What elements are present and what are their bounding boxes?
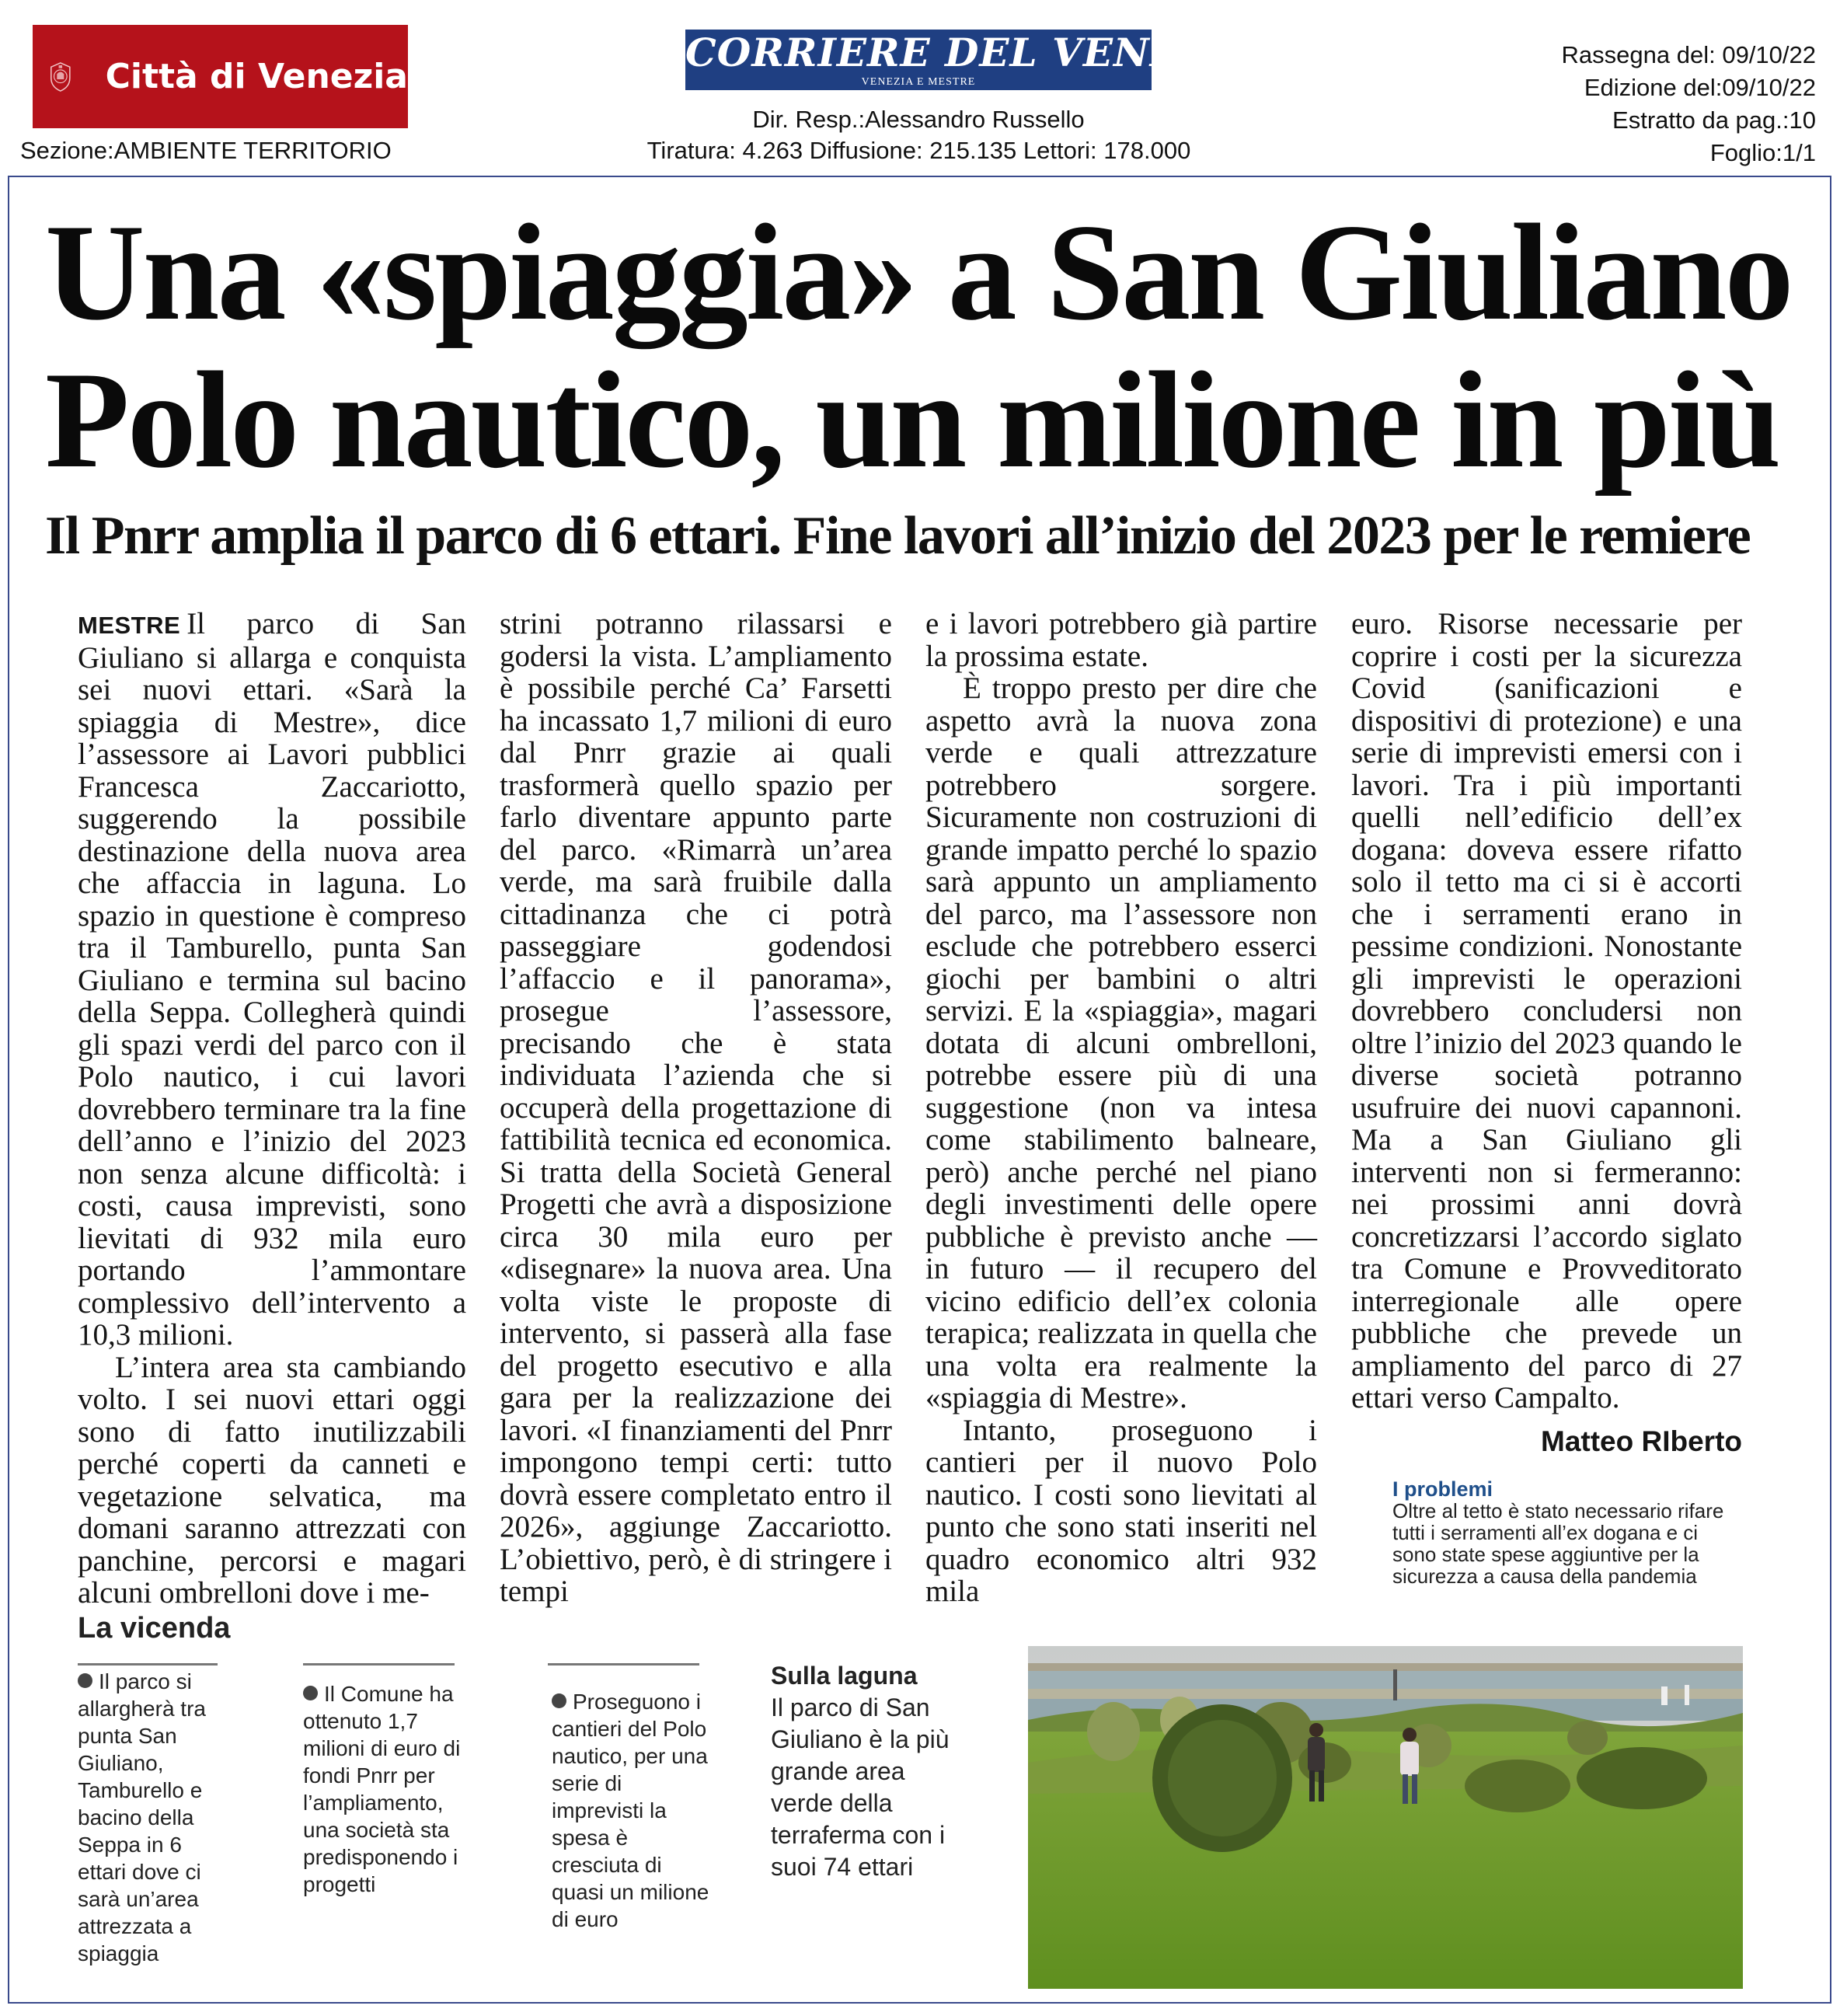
- circulation-line: Tiratura: 4.263 Diffusione: 215.135 Lettori: 178.000: [646, 137, 1191, 164]
- city-logo-text: Città di Venezia: [105, 57, 408, 96]
- vicenda-title: La vicenda: [78, 1612, 231, 1645]
- vicenda-item-text: Proseguono i cantieri del Polo nautico, per una serie di imprevisti la spesa è cresciuta di quasi un milione di euro: [552, 1690, 709, 1931]
- bullet-icon: [303, 1686, 318, 1700]
- director-line: Dir. Resp.:Alessandro Russello: [752, 106, 1085, 133]
- dateline: MESTRE: [78, 612, 181, 639]
- paragraph: euro. Risorse necessarie per coprire i costi per la sicurezza Covid (sanificazioni e dispositivi di protezione) e una serie di imprevisti emersi con i lavori. Tra i più importanti quelli nell’edificio dell’ex dogana: doveva essere rifatto solo il tetto ma ci si è accorti che i serramenti erano in pessime condizioni. Nonostante gli imprevisti le operazioni dovrebbero concludersi non oltre l’inizio del 2023 quando le diverse società potranno usufruire dei nuovi capannoni. Ma a San Giuliano gli interventi non si fermeranno: nei prossimi anni dovrà concretizzarsi l’accordo siglato tra Comune e Provveditorato interregionale alle opere pubbliche che prevede un ampliamento del parco di 27 ettari verso Campalto.: [1351, 607, 1742, 1414]
- side-caption: [1392, 1478, 1734, 1587]
- article-column-2: [500, 608, 892, 1608]
- headline-line-1: Una «spiaggia» a San Giuliano: [45, 195, 1792, 349]
- article-column-1: [78, 608, 466, 1610]
- sheet-count: Foglio:1/1: [1709, 139, 1816, 166]
- author-byline: Matteo RIberto: [1541, 1425, 1742, 1457]
- city-logo: [33, 25, 408, 128]
- caption-text: Oltre al tetto è stato necessario rifare tutti i serramenti all’ex dogana e ci sono state spese aggiuntive per la sicurezza a causa della pandemia: [1392, 1499, 1724, 1588]
- bullet-icon: [78, 1673, 92, 1688]
- newspaper-edition: VENEZIA E MESTRE: [861, 76, 976, 88]
- caption-title: I problemi: [1392, 1477, 1493, 1501]
- page-extract: Estratto da pag.:10: [1612, 106, 1816, 134]
- divider: [548, 1663, 699, 1665]
- vicenda-item-text: Il Comune ha ottenuto 1,7 milioni di euro di fondi Pnrr per l’ampliamento, una società sta predisponendo i progetti: [303, 1682, 461, 1896]
- divider: [303, 1663, 455, 1665]
- paragraph: Intanto, proseguono i cantieri per il nuovo Polo nautico. I costi sono lievitati al punto che sono stati inseriti nel quadro economico altri 932 mila: [925, 1413, 1317, 1608]
- paragraph-text: Il parco di San Giuliano si allarga e conquista sei nuovi ettari. «Sarà la spiaggia di Mestre», dice l’assessore ai Lavori pubblici Francesca Zaccariotto, suggerendo la possibile destinazione della nuova area che affaccia in laguna. Lo spazio in questione è compreso tra il Tamburello, punta San Giuliano e termina sul bacino della Seppa. Collegherà quindi gli spazi verdi del parco con il Polo nautico, i cui lavori dovrebbero terminare tra la fine dell’anno e l’inizio del 2023 non senza alcune difficoltà: i costi, causa imprevisti, sono lievitati di 932 mila euro portando l’ammontare complessivo dell’intervento a 10,3 milioni.: [78, 607, 466, 1352]
- photo-caption-title: Sulla laguna: [771, 1662, 918, 1690]
- bullet-icon: [552, 1693, 566, 1708]
- paragraph: strini potranno rilassarsi e godersi la vista. L’ampliamento è possibile perché Ca’ Farsetti ha incassato 1,7 milioni di euro dal Pnrr grazie ai quali trasformerà quello spazio per farlo diventare appunto parte del parco. «Rimarrà un’area verde, ma sarà fruibile dalla cittadinanza che ci potrà passeggiare godendosi l’affaccio e il panorama», prosegue l’assessore, precisando che è stata individuata l’azienda che si occuperà della progettazione di fattibilità tecnica ed economica. Si tratta della Società General Progetti che avrà a disposizione circa 30 mila euro per «disegnare» la nuova area. Una volta viste le proposte di intervento, si passerà alla fase del progetto esecutivo e alla gara per la realizzazione dei lavori. «I finanziamenti del Pnrr impongono tempi certi: tutto dovrà essere completato entro il 2026», aggiunge Zaccariotto. L’obiettivo, però, è di stringere i tempi: [500, 607, 892, 1608]
- section-label: Sezione:AMBIENTE TERRITORIO: [20, 137, 392, 164]
- vicenda-item: [78, 1668, 233, 1967]
- newspaper-masthead: [685, 30, 1245, 90]
- newspaper-name: CORRIERE DEL VENETO: [685, 30, 1245, 75]
- subheadline: Il Pnrr amplia il parco di 6 ettari. Fine lavori all’inizio del 2023 per le remiere: [45, 506, 1751, 566]
- park-photo: [1028, 1646, 1743, 1989]
- vicenda-item: [552, 1688, 715, 1933]
- rassegna-date: Rassegna del: 09/10/22: [1561, 41, 1816, 68]
- edition-date: Edizione del:09/10/22: [1584, 74, 1816, 101]
- vicenda-item-text: Il parco si allargherà tra punta San Giuliano, Tamburello e bacino della Seppa in 6 ettari dove ci sarà un’area attrezzata a spiaggia: [78, 1669, 206, 1965]
- photo-caption: [771, 1660, 973, 1883]
- paragraph: e i lavori potrebbero già partire la prossima estate.: [925, 607, 1317, 673]
- article-column-4: [1351, 608, 1742, 1457]
- article-column-3: [925, 608, 1317, 1608]
- vicenda-item: [303, 1680, 466, 1898]
- clipping-meta: [1562, 39, 1816, 169]
- paragraph: L’intera area sta cambiando volto. I sei nuovi ettari oggi sono di fatto inutilizzabili perché coperti da canneti e vegetazione selvatica, ma domani saranno attrezzati con panchine, percorsi e magari alcuni ombrelloni dove i me-: [78, 1350, 466, 1610]
- divider: [78, 1663, 218, 1665]
- headline-line-2: Polo nautico, un milione in più: [45, 343, 1779, 497]
- paragraph: [78, 608, 466, 1352]
- photo-caption-text: Il parco di San Giuliano è la più grande area verde della terraferma con i suoi 74 ettari: [771, 1693, 950, 1881]
- paragraph: È troppo presto per dire che aspetto avrà la nuova zona verde e quali attrezzature potrebbero sorgere. Sicuramente non costruzioni di grande impatto perché lo spazio sarà appunto un ampliamento del parco, ma l’assessore non esclude che potrebbero esserci giochi per bambini o altri servizi. E la «spiaggia», magari dotata di alcuni ombrelloni, potrebbe essere più di una suggestione (non va intesa come stabilimento balneare, però) anche perché nel piano degli investimenti delle opere pubbliche è previsto anche — in futuro — il recupero del vicino edificio dell’ex colonia terapica; realizzata in quella che una volta era realmente la «spiaggia di Mestre».: [925, 671, 1317, 1414]
- city-seal-icon: [48, 35, 73, 119]
